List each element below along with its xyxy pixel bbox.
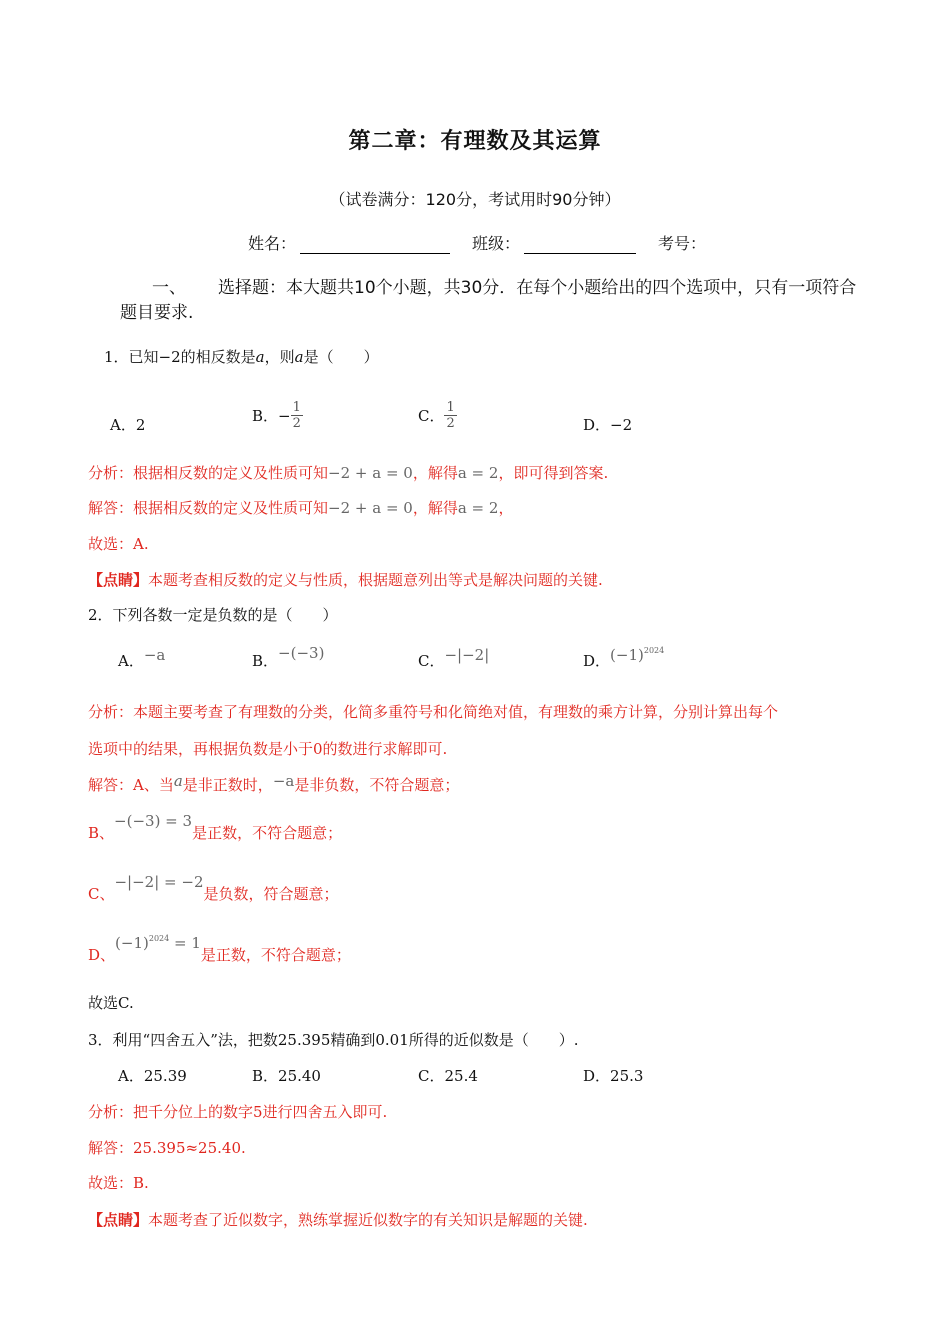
exam-info: （试卷满分：120分，考试用时90分钟） — [329, 190, 621, 209]
section-text: 选择题：本大题共10个小题，共30分．在每个小题给出的四个选项中，只有一项符合题目要求. — [120, 278, 857, 323]
student-info-bar — [248, 231, 706, 254]
q2-option-c[interactable]: C．−|−2| — [418, 646, 490, 670]
q2-option-a[interactable]: A．−a — [118, 646, 166, 670]
section-number: 一、 — [152, 278, 186, 298]
q1-solution: 解答：根据相反数的定义及性质可知−2 + a = 0，解得a = 2， — [88, 499, 514, 517]
page-title: 第二章：有理数及其运算 — [348, 129, 602, 154]
q2-analysis-line-1: 分析：本题主要考查了有理数的分类，化简多重符号和化简绝对值，有理数的乘方计算，分别计算出每个 — [88, 703, 779, 721]
q2-solution-d: D、$(-1)^{2024} = 1$是正数，不符合题意； — [88, 934, 351, 964]
q1-answer: 故选：A. — [88, 535, 149, 553]
q1-option-a[interactable]: A．2 — [110, 416, 146, 434]
fraction-one-half: $\frac{1}{2}$ — [292, 400, 301, 431]
q1-option-b[interactable]: B．− $\frac{1}{2}$ — [252, 400, 301, 431]
q3-option-a[interactable]: A．25.39 — [118, 1067, 187, 1085]
q1-tip: 【点睛】本题考查相反数的定义与性质，根据题意列出等式是解决问题的关键. — [88, 571, 603, 589]
question-3-stem: 3．利用“四舍五入”法，把数25.395精确到0.01所得的近似数是（ ）. — [88, 1031, 579, 1049]
fraction-one-half: $\frac{1}{2}$ — [446, 400, 455, 431]
q3-tip: 【点睛】本题考查了近似数字，熟练掌握近似数字的有关知识是解题的关键. — [88, 1211, 588, 1229]
q1-analysis: 分析：根据相反数的定义及性质可知−2 + a = 0，解得a = 2，即可得到答案. — [88, 464, 609, 482]
q3-option-b[interactable]: B．25.40 — [252, 1067, 321, 1085]
q2-solution-b: B、−(−3) = 3是正数，不符合题意； — [88, 812, 343, 842]
q2-solution-c: C、−|−2| = −2是负数，符合题意； — [88, 873, 339, 903]
q3-option-c[interactable]: C．25.4 — [418, 1067, 478, 1085]
q2-solution-a: 解答：A、当a是非正数时，−a是非负数，不符合题意； — [88, 772, 460, 794]
question-1-stem: 1．已知−2的相反数是a，则a是（ ） — [104, 348, 379, 366]
question-2-stem: 2．下列各数一定是负数的是（ ） — [88, 606, 338, 624]
class-field[interactable] — [524, 235, 636, 254]
q3-option-d[interactable]: D．25.3 — [583, 1067, 644, 1085]
q3-answer: 故选：B. — [88, 1174, 149, 1192]
name-field[interactable] — [300, 235, 450, 254]
q2-analysis-line-2: 选项中的结果，再根据负数是小于0的数进行求解即可. — [88, 740, 448, 758]
name-label: 姓名： — [248, 234, 297, 253]
q3-solution: 解答：25.395≈25.40. — [88, 1139, 246, 1157]
q3-analysis: 分析：把千分位上的数字5进行四舍五入即可. — [88, 1103, 388, 1121]
q1-option-d[interactable]: D．−2 — [583, 416, 633, 434]
class-label: 班级： — [472, 234, 521, 253]
q1-option-c[interactable]: C． $\frac{1}{2}$ — [418, 400, 455, 431]
q2-option-d[interactable]: D．$(-1)^{2024}$ — [583, 646, 665, 670]
exam-no-label: 考号： — [658, 234, 707, 253]
q2-answer: 故选C. — [88, 994, 134, 1012]
section-heading — [120, 276, 860, 326]
q2-option-b[interactable]: B．−(−3) — [252, 644, 325, 670]
